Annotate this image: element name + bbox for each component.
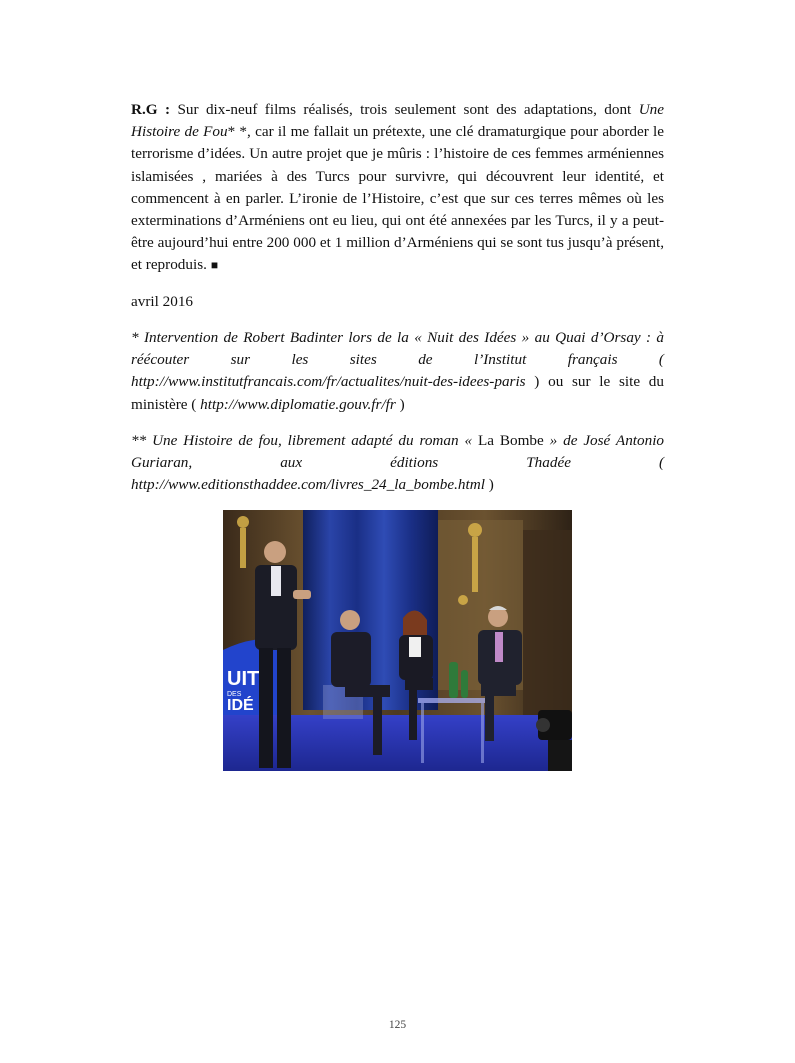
footnote-2 [131, 430, 664, 497]
footnote-2-text-rest: » de José Antonio Guriaran, aux éditions Thadée ( http://www.editionsthaddee.com/livres_24_la_bombe.html [131, 432, 665, 494]
event-photo [223, 510, 572, 771]
footnote-2-close: ) [484, 476, 494, 494]
footnote-1-close: ) [395, 395, 405, 413]
end-mark: ■ [210, 258, 219, 273]
film-title: Une Histoire de Fou [131, 101, 664, 141]
footnote-1 [131, 327, 664, 416]
speaker-label: R.G : [131, 101, 171, 118]
footnote-2-text: ** Une Histoire de fou, librement adapté du roman « [131, 432, 478, 449]
footnote-marks: * * [227, 123, 248, 141]
footnote-1-connector: ) ou sur le site du ministère ( [131, 373, 664, 413]
page-number: 125 [388, 1019, 407, 1031]
interview-paragraph [131, 99, 664, 277]
interview-text-rest: , car il me fallait un prétexte, une clé dramaturgique pour aborder le terrorisme d’idées. Un autre projet que je mûris : l’histoire de ces femmes arméniennes islamisées , mariées à des Turcs pour survivre, qui découvrent leur identité, et commencent à en parler. L’ironie de l’Histoire, c’est que sur ces terres mêmes où les exterminations d’Arméniens ont eu lieu, qui ont été annexées par les Turcs, il y a peut-être aujourd’hui entre 200 000 et 1 million d’Arméniens qui se sont tus jusqu’à présent, et reproduis. [131, 123, 664, 274]
ministry-url: http://www.diplomatie.gouv.fr/fr [200, 395, 396, 413]
event-photo-illustration [223, 510, 572, 771]
banner-text-3: IDÉ [227, 697, 254, 714]
interview-text-start: Sur dix-neuf films réalisés, trois seulement sont des adaptations, dont [170, 101, 639, 118]
banner-text-2: DES [227, 691, 242, 698]
footnote-1-text: * Intervention de Robert Badinter lors de la « Nuit des Idées » au Quai d’Orsay : à réécouter sur les sites de l’Institut français ( http://www.institutfrancais.com/fr/actualites/nuit-des-idees-paris [131, 329, 664, 391]
banner-text-1: UIT [227, 668, 260, 690]
date-line: avril 2016 [131, 293, 194, 310]
book-title: La Bombe [477, 432, 544, 449]
